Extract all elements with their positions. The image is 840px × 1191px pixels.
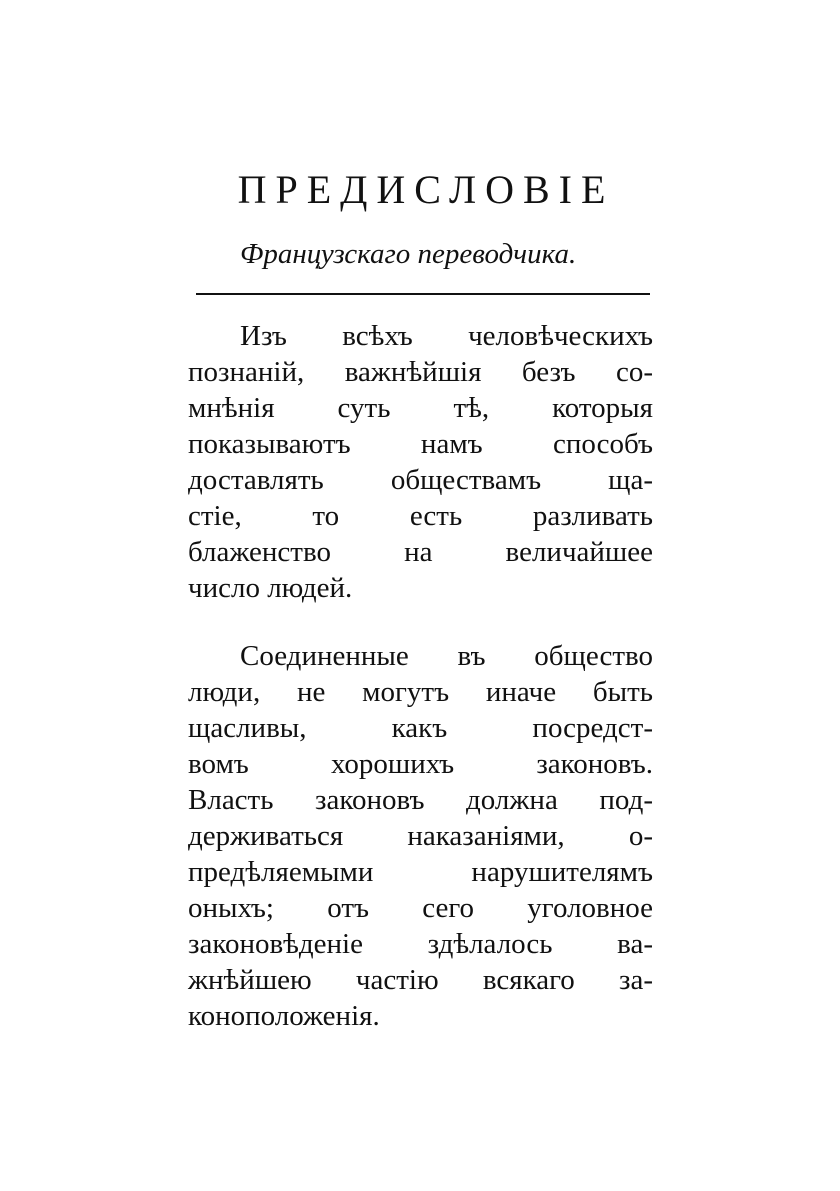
paragraph-line: число людей. bbox=[188, 572, 353, 604]
paragraph-line: Власть законовъ должна под- bbox=[188, 784, 653, 816]
paragraph-line: мнѣнія суть тѣ, которыя bbox=[188, 392, 653, 424]
paragraph-line: блаженство на величайшее bbox=[188, 536, 653, 568]
paragraph-line: Соединенные въ общество bbox=[240, 640, 653, 672]
paragraph-line: оныхъ; отъ сего уголовное bbox=[188, 892, 653, 924]
paragraph-line: познаній, важнѣйшія безъ со- bbox=[188, 356, 653, 388]
paragraph-1 bbox=[188, 318, 653, 606]
paragraph-line: щасливы, какъ посредст- bbox=[188, 712, 653, 744]
paragraph-line: вомъ хорошихъ законовъ. bbox=[188, 748, 653, 780]
paragraph-line: коноположенія. bbox=[188, 1000, 380, 1032]
paragraph-line: стіе, то есть разливать bbox=[188, 500, 653, 532]
paragraph-line: люди, не могутъ иначе быть bbox=[188, 676, 653, 708]
paragraph-line: Изъ всѣхъ человѣческихъ bbox=[240, 320, 653, 352]
paragraph-line: показываютъ намъ способъ bbox=[188, 428, 653, 460]
horizontal-rule bbox=[196, 293, 650, 295]
paragraph-line: жнѣйшею частію всякаго за- bbox=[188, 964, 653, 996]
paragraph-line: законовѣденіе здѣлалось ва- bbox=[188, 928, 653, 960]
paragraph-2 bbox=[188, 638, 653, 1034]
page-subtitle: Французскаго переводчика. bbox=[240, 238, 577, 270]
paragraph-line: доставлять обществамъ щa- bbox=[188, 464, 653, 496]
paragraph-line: предѣляемыми нарушителямъ bbox=[188, 856, 653, 888]
page-title: ПРЕДИСЛОВІЕ bbox=[237, 167, 615, 212]
paragraph-line: держиваться наказаніями, о- bbox=[188, 820, 653, 852]
